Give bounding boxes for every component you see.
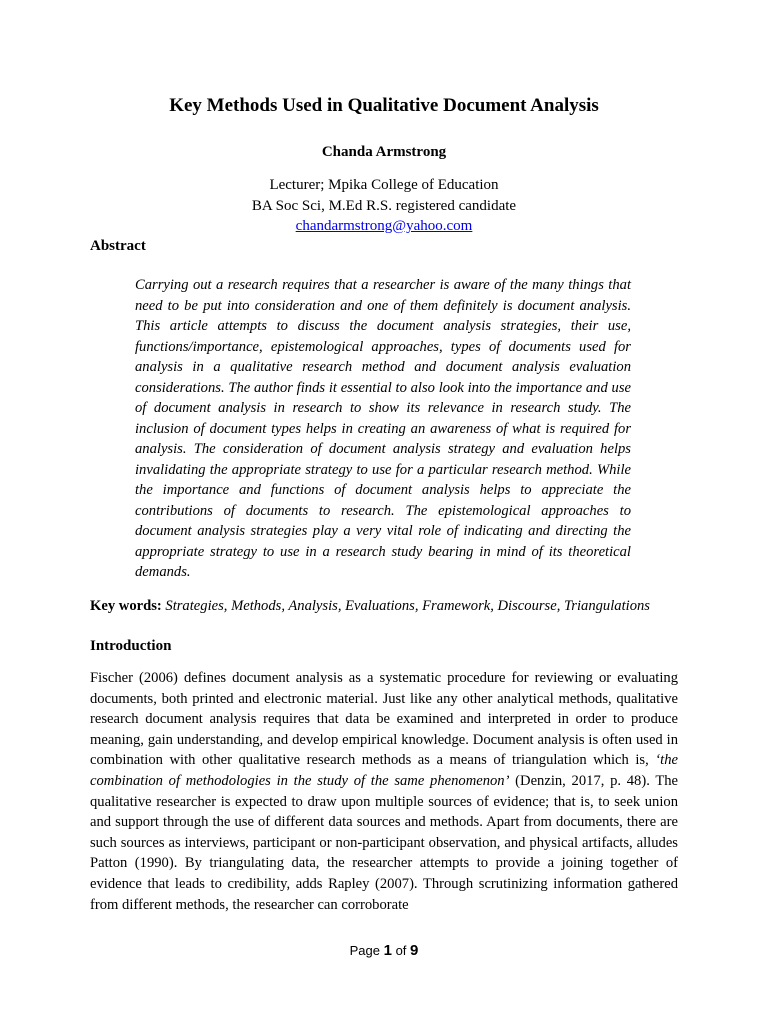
keywords-values: Strategies, Methods, Analysis, Evaluations, Framework, Discourse, Triangulations [165,598,650,614]
author-name: Chanda Armstrong [321,144,447,160]
introduction-text [90,668,678,915]
intro-text-part-1: Fischer (2006) defines document analysis as a systematic procedure for reviewing or evaluating documents, both printed and electronic material. Just like any other analytical methods, qualitative research document analysis requires that data be examined and interpreted in order to produce meaning, gain understanding, and develop empirical knowledge. Document analysis is often used in combination with other qualitative research methods as a means of triangulation which is, [90,670,678,769]
footer-of-word: of [395,943,407,958]
intro-text-part-2: (Denzin, 2017, p. 48). The qualitative researcher is expected to draw upon multiple sources of evidence; that is, to seek union and support through the use of different data sources and methods. Apart from documents, there are such sources as interviews, participant or non-participant observation, and physical artifacts, alludes Patton (1990). By triangulating data, the researcher attempts to provide a joining together of evidence that leads to credibility, adds Rapley (2007). Through scrutinizing information gathered from different methods, the researcher can corroborate [90,772,679,913]
footer-current-page: 1 [383,942,392,959]
paper-title: Key Methods Used in Qualitative Document Analysis [169,95,599,116]
abstract-heading: Abstract [90,238,146,254]
author-affiliation [0,175,768,237]
introduction-heading: Introduction [90,638,172,654]
affiliation-line-1: Lecturer; Mpika College of Education [269,177,499,193]
email-link[interactable]: chandarmstrong@yahoo.com [295,218,473,234]
keywords-label: Key words: [90,598,162,614]
footer-total-pages: 9 [410,942,419,959]
footer-page-word: Page [349,943,380,958]
affiliation-line-2: BA Soc Sci, M.Ed R.S. registered candidate [251,197,517,214]
intro-quote: ‘the combination of methodologies in the study of the same phenomenon’ [90,752,678,789]
abstract-text: Carrying out a research requires that a researcher is aware of the many things that need to be put into consideration and one of them definitely is document analysis. This article attempts to discuss the document analysis strategies, their use, functions/importance, epistemological approaches, types of documents used for analysis in a qualitative research method and document analysis evaluation considerations. The author finds it essential to also look into the importance and use of document analysis in research to show its relevance in research study. The inclusion of document types helps in creating an awareness of what is required for analysis. The consideration of document analysis strategy and evaluation helps invalidating the appropriate strategy to use for a particular research method. While the importance and functions of document analysis helps to appreciate the contributions of documents to research. The epistemological approaches to document analysis strategies play a very vital role of indicating and directing the appropriate strategy to use in a research study bearing in mind of its theoretical demands. [135,277,631,580]
page-footer [0,941,768,961]
keywords-line [90,596,690,616]
